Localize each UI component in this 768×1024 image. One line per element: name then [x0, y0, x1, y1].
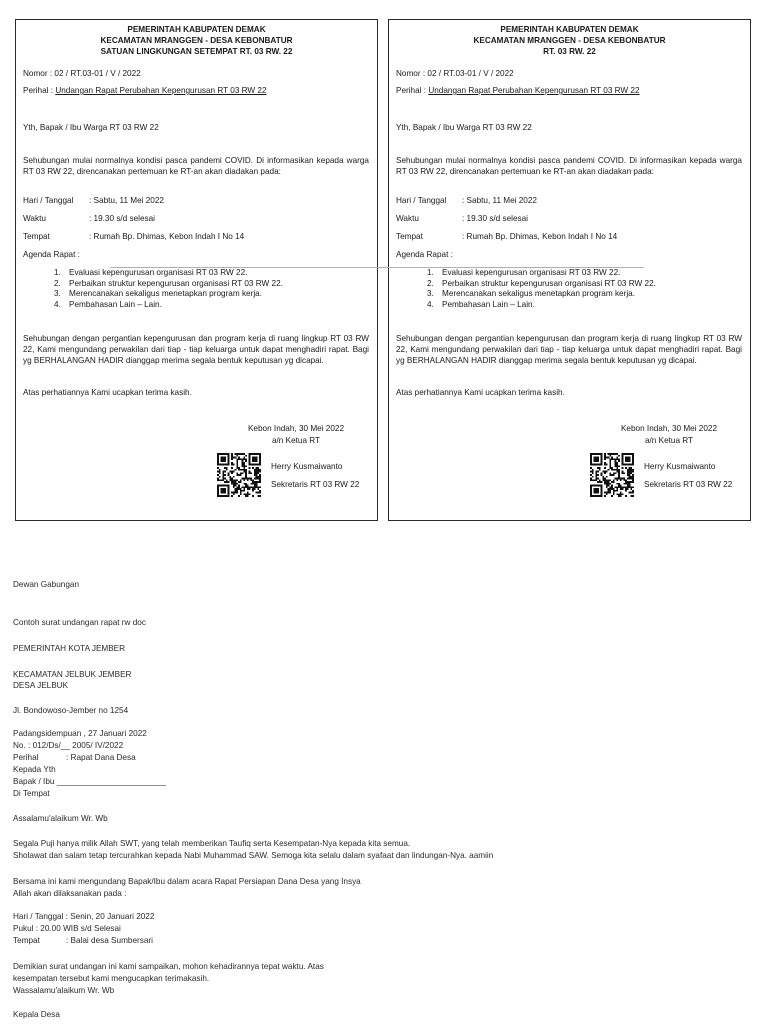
signer-role: Sekretaris RT 03 RW 22 [644, 480, 733, 489]
letter-subject [396, 86, 743, 97]
text-line: Kepada Yth [13, 765, 56, 774]
letter-header [389, 24, 750, 57]
agenda-title: Agenda Rapat : [23, 250, 80, 259]
text-line: Wassalamu'alaikum Wr. Wb [13, 986, 115, 995]
signer-role: Sekretaris RT 03 RW 22 [271, 480, 360, 489]
date-label: Hari / Tanggal [23, 196, 74, 205]
thanks-line: Atas perhatiannya Kami ucapkan terima kasih. [396, 388, 565, 397]
place-label: Tempat [396, 232, 423, 241]
date-row [23, 196, 164, 207]
agenda-text: Perbaikan struktur kepengurusan organisasi RT 03 RW 22. [442, 278, 656, 288]
text-line: Demikian surat undangan ini kami sampaikan, mohon kehadirannya tepat waktu. Atas [13, 962, 324, 971]
subject-value: Undangan Rapat Perubahan Kepengurusan RT 03 RW 22 [55, 86, 267, 95]
text-line: Allah akan dilaksanakan pada : [13, 889, 127, 898]
text-line: Di Tempat [13, 789, 50, 798]
text-line: kesempatan tersebut kami mengucapkan terimakasih. [13, 974, 210, 983]
text-line: Assalamu'alaikum Wr. Wb [13, 814, 108, 823]
text-line: Segala Puji hanya milik Allah SWT, yang telah memberikan Taufiq serta Kesempatan-Nya kepada kita semua. [13, 839, 411, 848]
header-line-2: KECAMATAN MRANGGEN - DESA KEBONBATUR [100, 36, 293, 46]
time-value: : 19.30 s/d selesai [462, 214, 528, 223]
place-label: Tempat [23, 232, 50, 241]
agenda-item [54, 289, 283, 300]
signer-name: Herry Kusmaiwanto [271, 462, 343, 471]
agenda-list [427, 268, 656, 310]
place-row [23, 232, 244, 243]
text-line: PEMERINTAH KOTA JEMBER [13, 644, 126, 653]
place-value: : Rumah Bp. Dhimas, Kebon Indah I No 14 [462, 232, 618, 241]
on-behalf: a/n Ketua RT [644, 436, 694, 445]
place-date: Kebon Indah, 30 Mei 2022 [247, 424, 345, 433]
agenda-item [427, 268, 656, 279]
header-line-1: PEMERINTAH KABUPATEN DEMAK [500, 25, 639, 34]
text-line: Jl. Bondowoso-Jember no 1254 [13, 706, 129, 715]
letter-subject [23, 86, 370, 97]
time-label: Waktu [396, 214, 419, 223]
letter-recipient: Yth, Bapak / Ibu Warga RT 03 RW 22 [396, 123, 532, 132]
subject-label: Perihal : [396, 86, 429, 95]
invitation-letter-right [388, 19, 751, 521]
agenda-text: Evaluasi kepengurusan organisasi RT 03 RW 22. [69, 268, 248, 277]
agenda-item [54, 279, 283, 290]
agenda-item [427, 300, 656, 311]
text-line: Kepala Desa [13, 1010, 60, 1019]
date-label: Hari / Tanggal [396, 196, 447, 205]
signer-name: Herry Kusmaiwanto [644, 462, 716, 471]
place-row [396, 232, 617, 243]
header-line-3: SATUAN LINGKUNGAN SETEMPAT RT. 03 RW. 22 [100, 47, 293, 57]
subject-value: : Rapat Dana Desa [66, 753, 136, 762]
agenda-text: Pembahasan Lain – Lain. [69, 299, 162, 309]
date-value: : Sabtu, 11 Mei 2022 [462, 196, 537, 205]
header-line-1: PEMERINTAH KABUPATEN DEMAK [127, 25, 266, 34]
header-line-3: RT. 03 RW. 22 [543, 47, 596, 57]
time-label: Waktu [23, 214, 46, 223]
agenda-text: Merencanakan sekaligus menetapkan program kerja. [442, 289, 635, 299]
agenda-num: 3. [427, 289, 434, 299]
agenda-list [54, 268, 283, 310]
place-value: : Balai desa Sumbersari [66, 936, 153, 945]
letter-intro: Sehubungan mulai normalnya kondisi pasca pandemi COVID. Di informasikan kepada warga RT 03 RW 22, direncanakan pertemuan ke RT-an akan diadakan pada: [396, 156, 742, 176]
text-line: Sholawat dan salam tetap tercurahkan kepada Nabi Muhammad SAW. Semoga kita selalu dalam syafaat dan lindungan-Nya. aamiin [13, 851, 494, 860]
letter-number: Nomor : 02 / RT.03-01 / V / 2022 [396, 69, 514, 78]
agenda-title: Agenda Rapat : [396, 250, 453, 259]
subject-label: Perihal : [23, 86, 56, 95]
agenda-text: Merencanakan sekaligus menetapkan program kerja. [69, 289, 262, 299]
text-line: Hari / Tanggal : Senin, 20 Januari 2022 [13, 912, 155, 921]
qr-code-icon [590, 453, 634, 497]
text-line: No. : 012/Ds/__ 2005/ IV/2022 [13, 741, 124, 750]
agenda-text: Pembahasan Lain – Lain. [442, 299, 535, 309]
qr-code-icon [217, 453, 261, 497]
place-date: Kebon Indah, 30 Mei 2022 [620, 424, 718, 433]
agenda-item [427, 279, 656, 290]
text-line: Padangsidempuan , 27 Januari 2022 [13, 729, 147, 738]
header-line-2: KECAMATAN MRANGGEN - DESA KEBONBATUR [473, 36, 666, 46]
guide-line [110, 267, 644, 268]
text-line: Dewan Gabungan [13, 580, 80, 589]
time-value: : 19.30 s/d selesai [89, 214, 155, 223]
subject-label: Perihal [13, 753, 39, 762]
agenda-item [54, 268, 283, 279]
text-line: Contoh surat undangan rapat rw doc [13, 618, 146, 627]
letter-intro: Sehubungan mulai normalnya kondisi pasca pandemi COVID. Di informasikan kepada warga RT 03 RW 22, direncanakan pertemuan ke RT-an akan diadakan pada: [23, 156, 369, 176]
agenda-num: 1. [54, 268, 61, 277]
text-line: Bersama ini kami mengundang Bapak/Ibu dalam acara Rapat Persiapan Dana Desa yang Insya [13, 877, 361, 886]
agenda-num: 4. [54, 299, 61, 309]
thanks-line: Atas perhatiannya Kami ucapkan terima kasih. [23, 388, 192, 397]
on-behalf: a/n Ketua RT [271, 436, 321, 445]
letter-number: Nomor : 02 / RT.03-01 / V / 2022 [23, 69, 141, 78]
agenda-num: 4. [427, 299, 434, 309]
agenda-text: Evaluasi kepengurusan organisasi RT 03 RW 22. [442, 268, 621, 277]
text-line [13, 753, 136, 764]
letter-header [16, 24, 377, 57]
text-line: KECAMATAN JELBUK JEMBER [13, 670, 132, 679]
agenda-text: Perbaikan struktur kepengurusan organisasi RT 03 RW 22. [69, 278, 283, 288]
letter-recipient: Yth, Bapak / Ibu Warga RT 03 RW 22 [23, 123, 159, 132]
agenda-num: 1. [427, 268, 434, 277]
closing-paragraph: Sehubungan dengan pergantian kepengurusan dan program kerja di ruang lingkup RT 03 RW 22, Kami mengundang perwakilan dari tiap - tiap keluarga untuk dapat menghadiri rapat. Bagi yg BERHALANGAN HADIR dianggap merima segala bentuk keputusan yg dicapai. [396, 334, 742, 365]
text-line: DESA JELBUK [13, 681, 69, 690]
time-row [396, 214, 528, 225]
closing-paragraph: Sehubungan dengan pergantian kepengurusan dan program kerja di ruang lingkup RT 03 RW 22, Kami mengundang perwakilan dari tiap - tiap keluarga untuk dapat menghadiri rapat. Bagi yg BERHALANGAN HADIR dianggap merima segala bentuk keputusan yg dicapai. [23, 334, 369, 365]
agenda-num: 3. [54, 289, 61, 299]
time-row [23, 214, 155, 225]
agenda-item [54, 300, 283, 311]
agenda-num: 2. [54, 278, 61, 288]
text-line: Pukul : 20.00 WIB s/d Selesai [13, 924, 121, 933]
date-row [396, 196, 537, 207]
date-value: : Sabtu, 11 Mei 2022 [89, 196, 164, 205]
agenda-num: 2. [427, 278, 434, 288]
text-line: Bapak / Ibu ________________________ [13, 777, 166, 786]
agenda-item [427, 289, 656, 300]
text-line [13, 936, 153, 947]
place-value: : Rumah Bp. Dhimas, Kebon Indah I No 14 [89, 232, 245, 241]
invitation-letter-left [15, 19, 378, 521]
place-label: Tempat [13, 936, 40, 945]
subject-value: Undangan Rapat Perubahan Kepengurusan RT 03 RW 22 [428, 86, 640, 95]
